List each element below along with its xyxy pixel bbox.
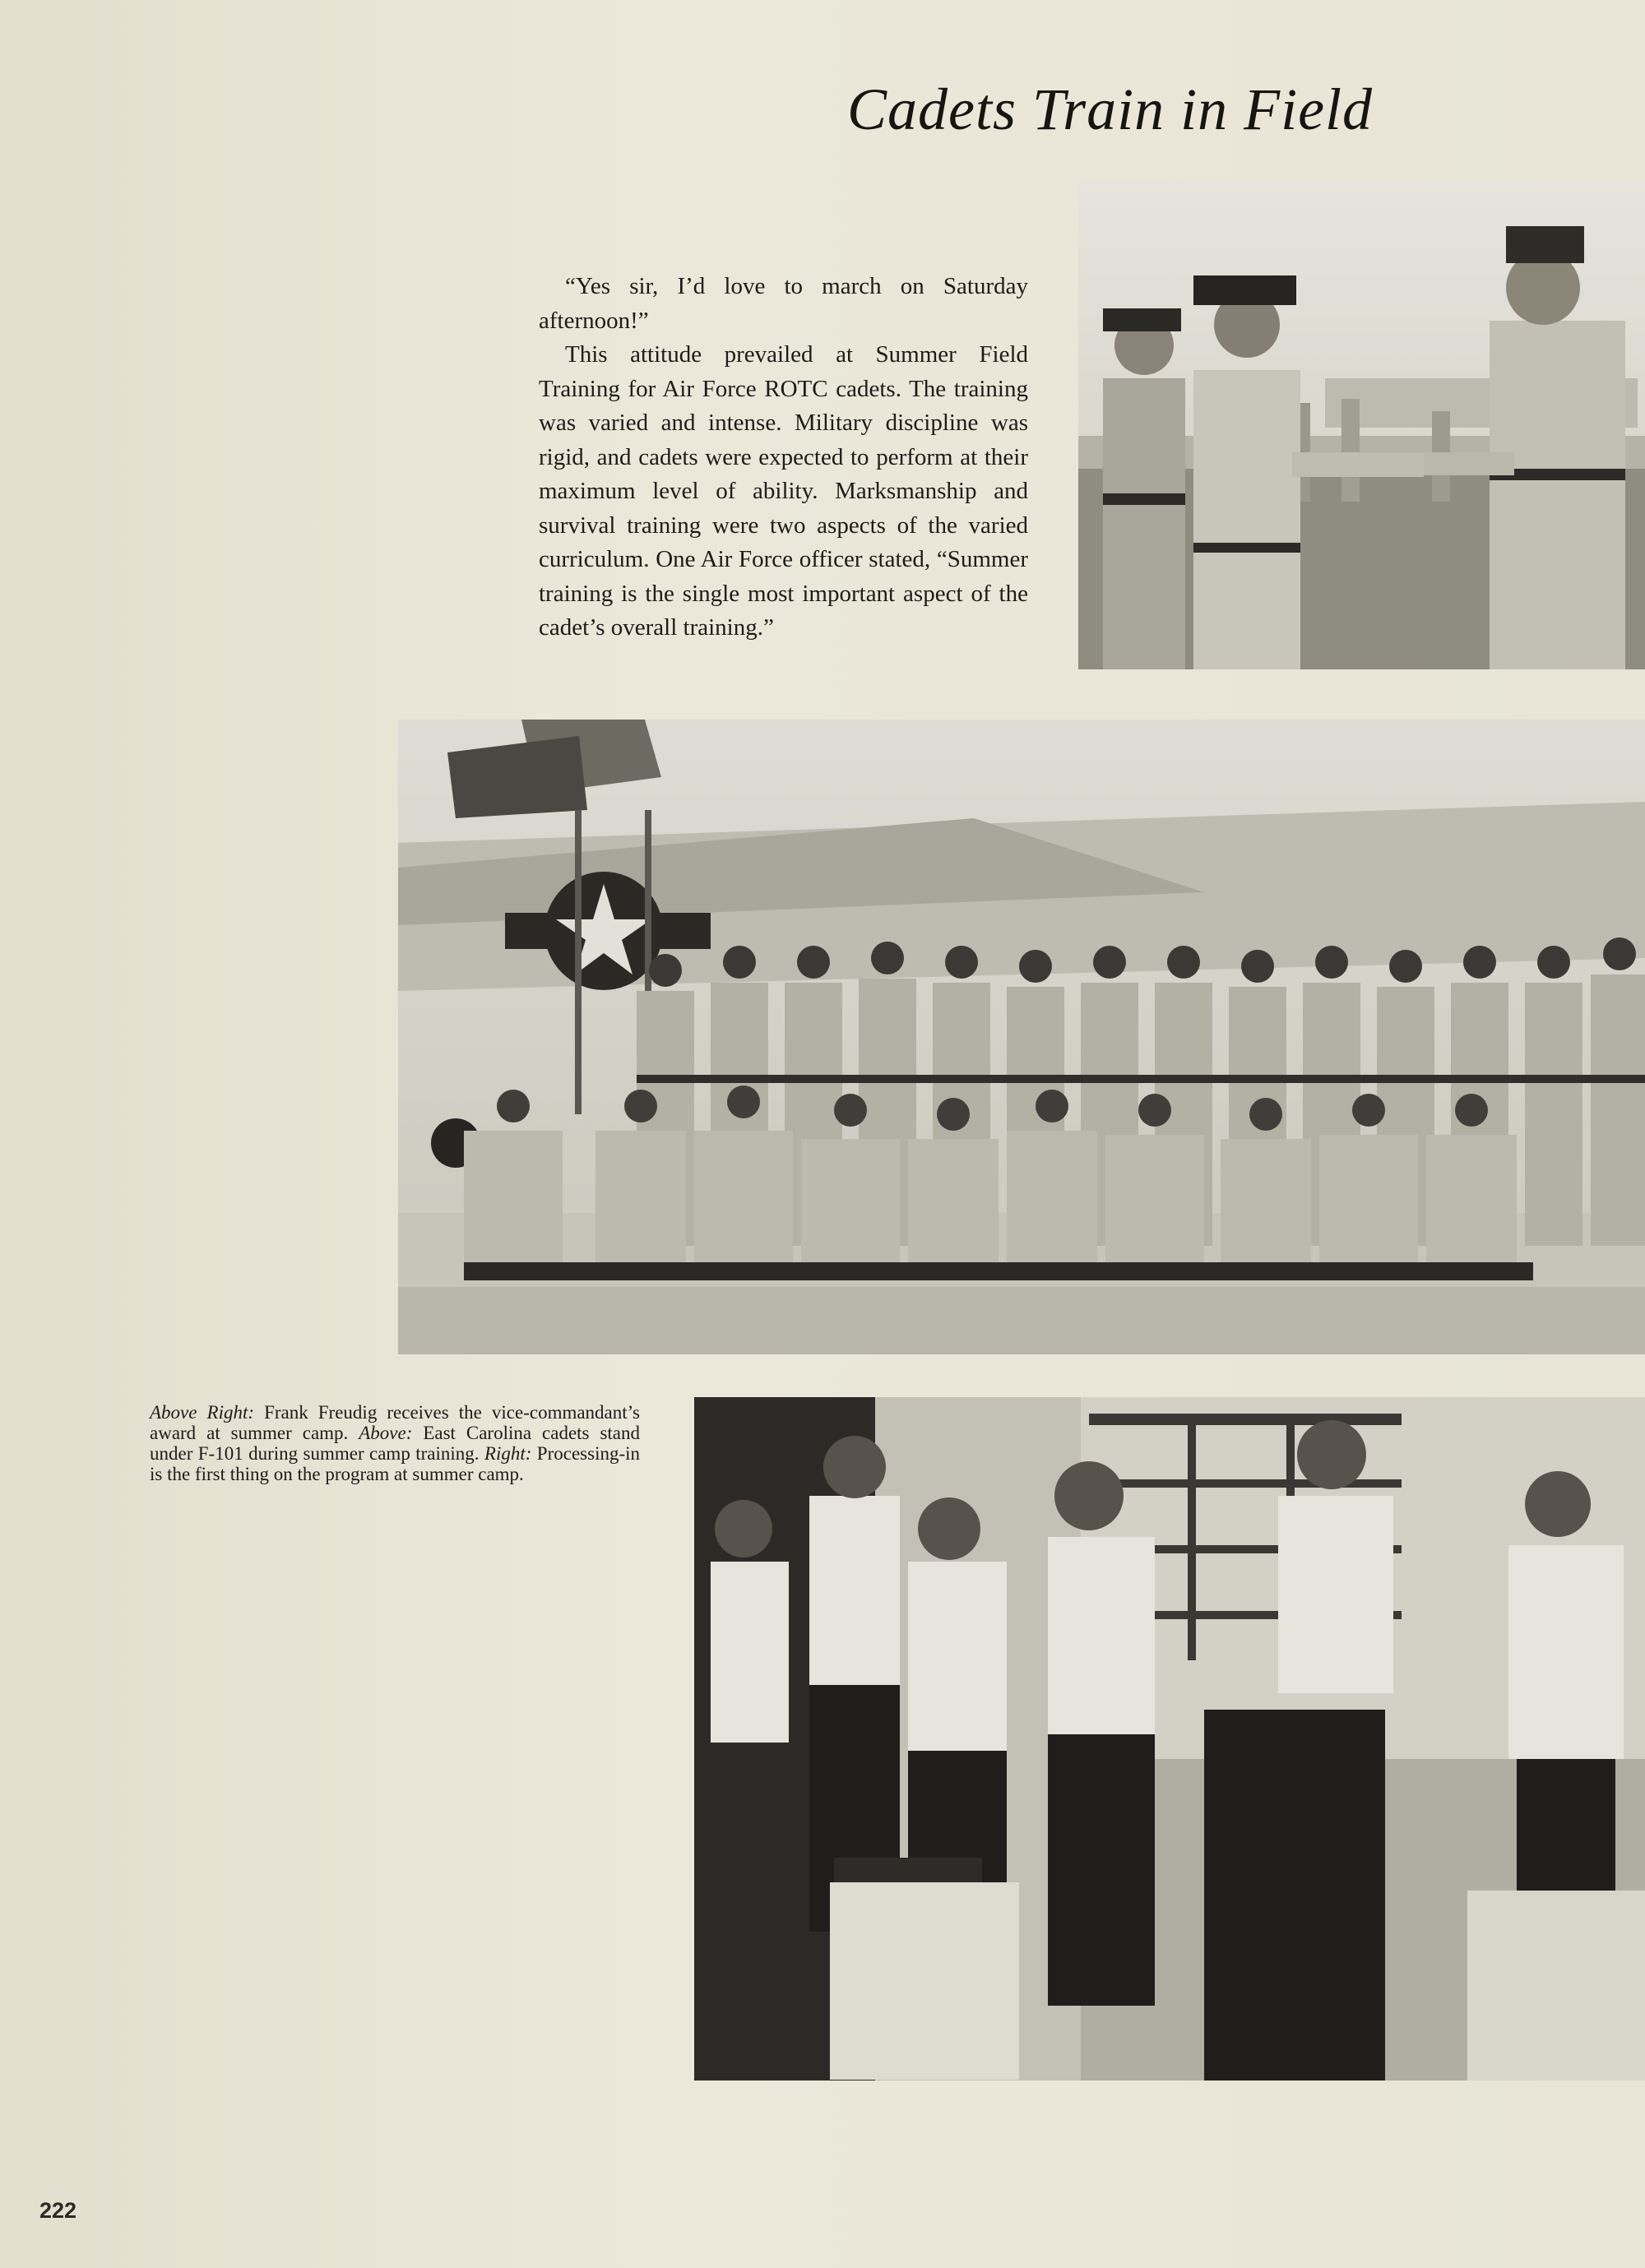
- jet-group-photo-image: [398, 720, 1645, 1354]
- award-photo: [1078, 181, 1645, 669]
- article-paragraph: “Yes sir, I’d love to march on Saturday afternoon!”: [539, 273, 1028, 334]
- processing-photo-image: [694, 1397, 1645, 2081]
- article-body: [539, 270, 1028, 646]
- caption-label: Above:: [359, 1423, 413, 1443]
- photo-caption: [150, 1402, 640, 1484]
- processing-photo: [694, 1397, 1645, 2081]
- award-photo-image: [1078, 181, 1645, 669]
- page-title: Cadets Train in Field: [847, 76, 1374, 142]
- caption-text: Frank Freudig receives the vice-commandant’s award at summer camp.: [150, 1402, 640, 1443]
- caption-text: East Carolina cadets stand under F-101 during summer camp training.: [150, 1423, 640, 1464]
- page-number: 222: [39, 2198, 77, 2223]
- article-paragraph: This attitude prevailed at Summer Field Training for Air Force ROTC cadets. The training was varied and intense. Military discipline was rigid, and cadets were expected to perform at their maximum level of ability. Marksmanship and survival training were two aspects of the varied curriculum. One Air Force officer stated, “Summer training is the single most important aspect of the cadet’s overall training.”: [539, 341, 1028, 641]
- caption-label: Right:: [484, 1443, 532, 1464]
- caption-text: Processing-in is the first thing on the program at summer camp.: [150, 1443, 641, 1484]
- caption-label: Above Right:: [150, 1402, 255, 1423]
- jet-group-photo: [398, 720, 1645, 1354]
